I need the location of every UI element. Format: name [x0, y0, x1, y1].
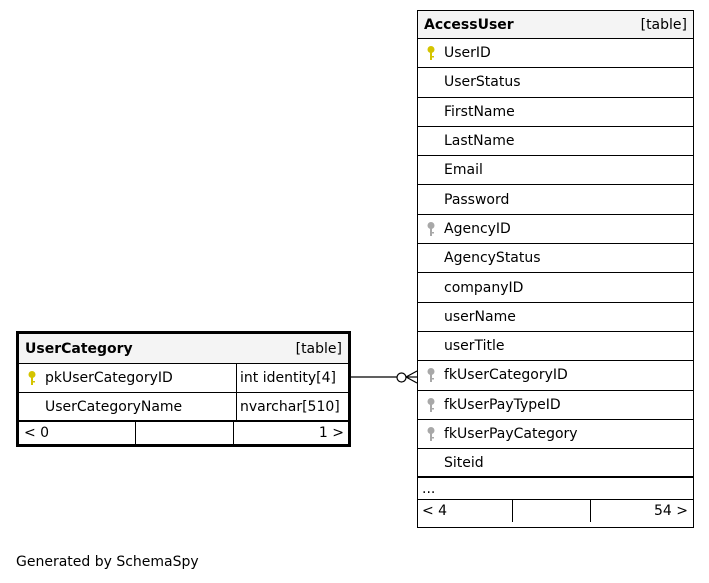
column-type: nvarchar[510] — [240, 398, 340, 415]
column-name: pkUserCategoryID — [45, 370, 173, 386]
access-user-parents[interactable]: < 4 — [418, 500, 513, 522]
column-name: fkUserPayCategory — [444, 426, 578, 442]
column-name: UserCategoryName — [45, 398, 183, 415]
column-name: fkUserPayTypeID — [444, 396, 561, 413]
column-name: UserID — [444, 45, 491, 62]
column-type: int identity[4] — [240, 370, 336, 386]
column-name: userName — [444, 308, 516, 325]
relationship-zero-marker — [397, 373, 406, 382]
column-name: UserStatus — [444, 74, 521, 91]
access-user-title: AccessUser — [424, 16, 514, 33]
column-name: AgencyID — [444, 220, 511, 237]
column-name: fkUserCategoryID — [444, 367, 568, 384]
access-user-children[interactable]: 54 > — [654, 503, 688, 520]
column-name: FirstName — [444, 103, 515, 120]
access-user-kind: [table] — [640, 16, 687, 33]
generated-by-footer: Generated by SchemaSpy — [16, 554, 199, 570]
column-name: LastName — [444, 133, 515, 150]
column-name: companyID — [444, 279, 524, 296]
user-category-kind: [table] — [295, 340, 342, 357]
user-category-title: UserCategory — [25, 340, 133, 357]
column-name: Siteid — [444, 454, 484, 471]
column-name: userTitle — [444, 338, 505, 355]
crowfoot-upper — [406, 371, 417, 377]
column-name: Password — [444, 191, 510, 208]
crowfoot-lower — [406, 377, 417, 383]
access-user-more: ... — [418, 478, 693, 500]
user-category-children[interactable]: 1 > — [318, 425, 344, 441]
user-category-parents[interactable]: < 0 — [19, 422, 136, 444]
column-name: AgencyStatus — [444, 250, 541, 267]
column-name: Email — [444, 162, 483, 179]
